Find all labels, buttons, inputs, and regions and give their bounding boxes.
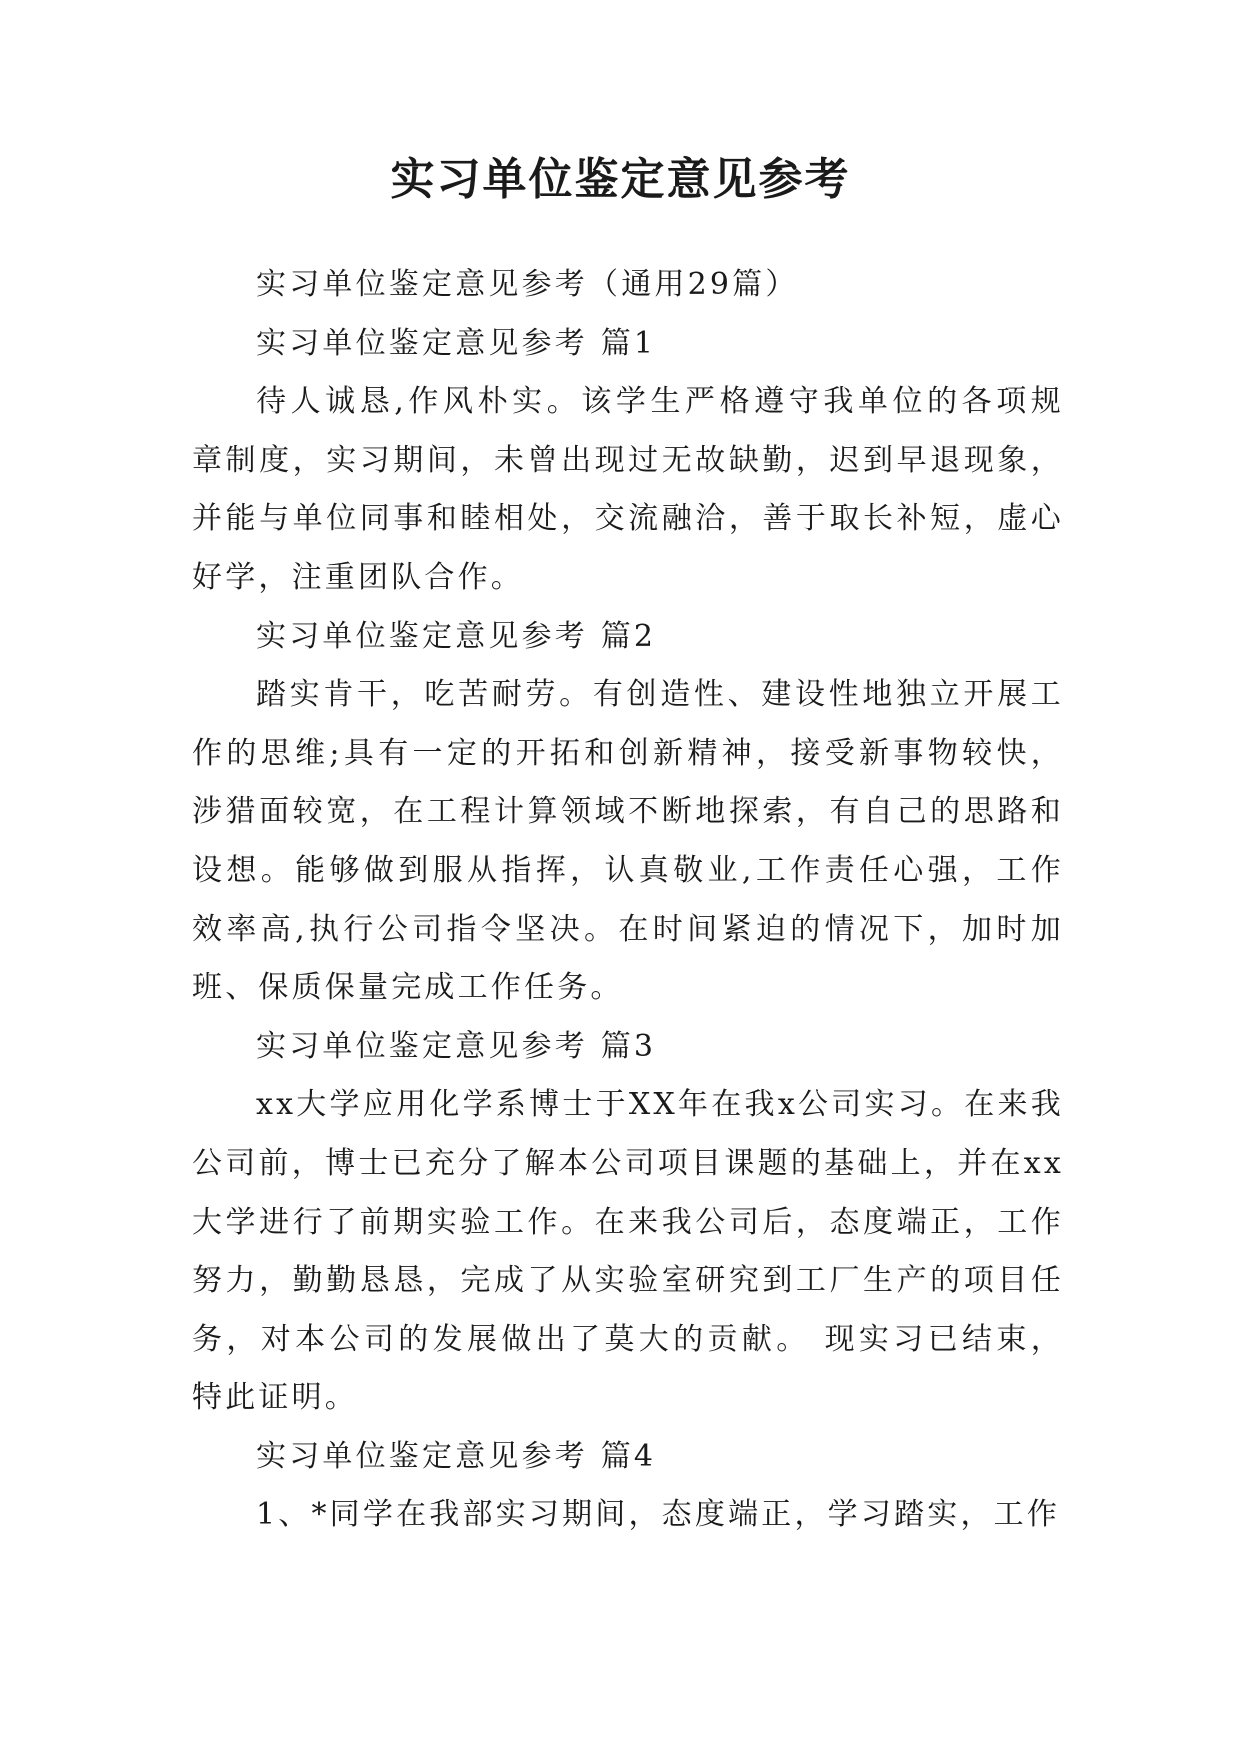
- section-body-4: 1、*同学在我部实习期间，态度端正，学习踏实，工作: [256, 1497, 1061, 1533]
- section-body-2: 踏实肯干，吃苦耐劳。有创造性、建设性地独立开展工作的思维;具有一定的开拓和创新精神，接受新事物较快，涉猎面较宽，在工程计算领域不断地探索，有自己的思路和设想。能够做到服从指挥，认真敬业,工作责任心强，工作效率高,执行公司指令坚决。在时间紧迫的情况下，加时加班、保质保量完成工作任务。: [192, 677, 1064, 1006]
- page-title: 实习单位鉴定意见参考: [390, 154, 851, 205]
- section-body-1: 待人诚恳,作风朴实。该学生严格遵守我单位的各项规章制度，实习期间，未曾出现过无故缺勤，迟到早退现象，并能与单位同事和睦相处，交流融洽，善于取长补短，虚心好学，注重团队合作。: [192, 384, 1064, 595]
- document-body: [192, 256, 1064, 1545]
- section-heading-3: 实习单位鉴定意见参考 篇3: [256, 1028, 657, 1064]
- section-body-3: xx大学应用化学系博士于XX年在我x公司实习。在来我公司前，博士已充分了解本公司项目课题的基础上，并在xx大学进行了前期实验工作。在来我公司后，态度端正，工作努力，勤勤恳恳，完成了从实验室研究到工厂生产的项目任务，对本公司的发展做出了莫大的贡献。 现实习已结束，特此证明。: [192, 1087, 1064, 1416]
- section-heading-4: 实习单位鉴定意见参考 篇4: [256, 1438, 657, 1474]
- section-heading-2: 实习单位鉴定意见参考 篇2: [256, 618, 657, 654]
- intro-heading: 实习单位鉴定意见参考（通用29篇）: [256, 267, 799, 302]
- section-heading-1: 实习单位鉴定意见参考 篇1: [256, 325, 657, 361]
